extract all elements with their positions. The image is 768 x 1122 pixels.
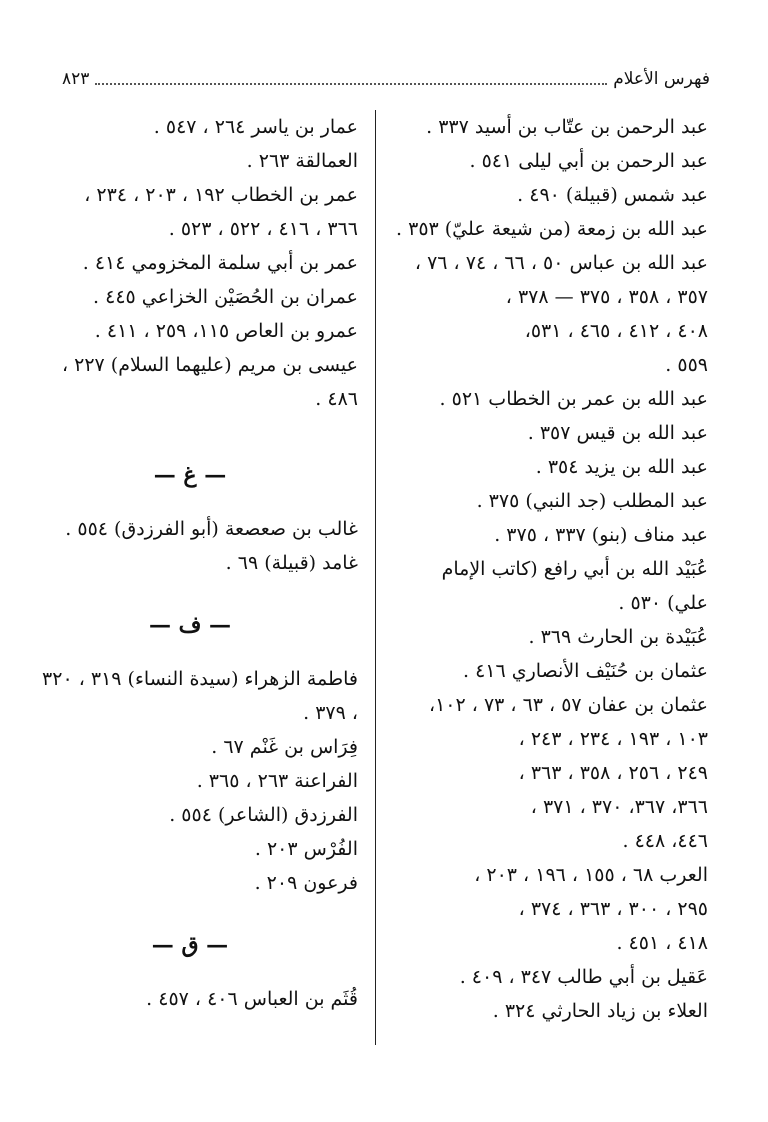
index-entry: العلاء بن زياد الحارثي ٣٢٤ . bbox=[492, 1000, 708, 1022]
page-header bbox=[62, 62, 710, 90]
index-entry-continuation: ٤٠٨ ، ٤١٢ ، ٤٦٥ ، ٥٣١، bbox=[524, 320, 708, 342]
index-entry: عمار بن ياسر ٢٦٤ ، ٥٤٧ . bbox=[153, 116, 358, 138]
index-entry: عمر بن أبي سلمة المخزومي ٤١٤ . bbox=[82, 252, 358, 274]
column-divider bbox=[375, 110, 376, 1045]
index-entry: غامد (قبيلة) ٦٩ . bbox=[225, 552, 358, 574]
index-entry: عبد الله بن عمر بن الخطاب ٥٢١ . bbox=[439, 388, 708, 410]
index-entry: عمرو بن العاص ١١٥، ٢٥٩ ، ٤١١ . bbox=[94, 320, 358, 342]
left-column bbox=[22, 110, 358, 1016]
index-entry: عبد الرحمن بن عتّاب بن أسيد ٣٣٧ . bbox=[426, 116, 708, 138]
index-entry: العمالقة ٢٦٣ . bbox=[246, 150, 358, 172]
index-entry-continuation: ٢٩٥ ، ٣٠٠ ، ٣٦٣ ، ٣٧٤ ، bbox=[518, 898, 708, 920]
index-entry-continuation: علي) ٥٣٠ . bbox=[618, 592, 708, 614]
index-entry: غالب بن صعصعة (أبو الفرزدق) ٥٥٤ . bbox=[65, 518, 358, 540]
index-entry: عبد مناف (بنو) ٣٣٧ ، ٣٧٥ . bbox=[494, 524, 708, 546]
index-entry-continuation: ، ٣٧٩ . bbox=[303, 702, 358, 724]
index-entry: عُبَيْد الله بن أبي رافع (كاتب الإمام bbox=[441, 558, 708, 580]
index-entry: عثمان بن حُنَيْف الأنصاري ٤١٦ . bbox=[462, 660, 708, 682]
index-entry: عُبَيْدة بن الحارث ٣٦٩ . bbox=[528, 626, 708, 648]
index-entry: عمر بن الخطاب ١٩٢ ، ٢٠٣ ، ٢٣٤ ، bbox=[84, 184, 358, 206]
index-entry: عَقيل بن أبي طالب ٣٤٧ ، ٤٠٩ . bbox=[459, 966, 708, 988]
index-entry: عبد الله بن قيس ٣٥٧ . bbox=[527, 422, 708, 444]
index-entry: عبد شمس (قبيلة) ٤٩٠ . bbox=[517, 184, 708, 206]
index-entry: عبد الله بن يزيد ٣٥٤ . bbox=[535, 456, 708, 478]
letter-heading-qaf: — ق — bbox=[151, 932, 229, 958]
right-column bbox=[396, 110, 708, 1028]
index-entry: الفُرْس ٢٠٣ . bbox=[254, 838, 358, 860]
index-entry-continuation: ٥٥٩ . bbox=[665, 354, 708, 376]
index-entry: عبد الرحمن بن أبي ليلى ٥٤١ . bbox=[469, 150, 708, 172]
running-title: فهرس الأعلام bbox=[613, 69, 710, 89]
index-entry: عيسى بن مريم (عليهما السلام) ٢٢٧ ، bbox=[61, 354, 358, 376]
letter-heading-ghain: — غ — bbox=[153, 462, 227, 488]
index-entry: فرعون ٢٠٩ . bbox=[254, 872, 358, 894]
index-entry-continuation: ٤٤٦، ٤٤٨ . bbox=[622, 830, 708, 852]
index-entry: عمران بن الحُصَيْن الخزاعي ٤٤٥ . bbox=[93, 286, 358, 308]
index-entry: الفرزدق (الشاعر) ٥٥٤ . bbox=[169, 804, 358, 826]
index-entry: عبد الله بن زمعة (من شيعة عليّ) ٣٥٣ . bbox=[396, 218, 708, 240]
index-entry-continuation: ٣٦٦ ، ٤١٦ ، ٥٢٢ ، ٥٢٣ . bbox=[168, 218, 358, 240]
index-entry: قُثَم بن العباس ٤٠٦ ، ٤٥٧ . bbox=[146, 988, 358, 1010]
index-entry: فاطمة الزهراء (سيدة النساء) ٣١٩ ، ٣٢٠ bbox=[42, 668, 358, 690]
index-entry: عثمان بن عفان ٥٧ ، ٦٣ ، ٧٣ ، ١٠٢، bbox=[428, 694, 708, 716]
index-entry: الفراعنة ٢٦٣ ، ٣٦٥ . bbox=[196, 770, 358, 792]
letter-heading-fa: — ف — bbox=[148, 612, 232, 638]
page-number: ٨٢٣ bbox=[62, 69, 90, 89]
index-entry-continuation: ٣٦٦، ٣٦٧، ٣٧٠ ، ٣٧١ ، bbox=[530, 796, 708, 818]
index-entry: عبد المطلب (جد النبي) ٣٧٥ . bbox=[476, 490, 708, 512]
index-entry-continuation: ٢٤٩ ، ٢٥٦ ، ٣٥٨ ، ٣٦٣ ، bbox=[518, 762, 708, 784]
index-entry-continuation: ٤٨٦ . bbox=[315, 388, 358, 410]
index-entry-continuation: ٤١٨ ، ٤٥١ . bbox=[616, 932, 708, 954]
index-entry-continuation: ٣٥٧ ، ٣٥٨ ، ٣٧٥ — ٣٧٨ ، bbox=[505, 286, 708, 308]
index-entry-continuation: ١٠٣ ، ١٩٣ ، ٢٣٤ ، ٢٤٣ ، bbox=[518, 728, 708, 750]
index-entry: فِرَاس بن غَنْم ٦٧ . bbox=[211, 736, 358, 758]
header-dotted-leader bbox=[95, 83, 607, 85]
index-entry: العرب ٦٨ ، ١٥٥ ، ١٩٦ ، ٢٠٣ ، bbox=[474, 864, 708, 886]
index-entry: عبد الله بن عباس ٥٠ ، ٦٦ ، ٧٤ ، ٧٦ ، bbox=[414, 252, 708, 274]
